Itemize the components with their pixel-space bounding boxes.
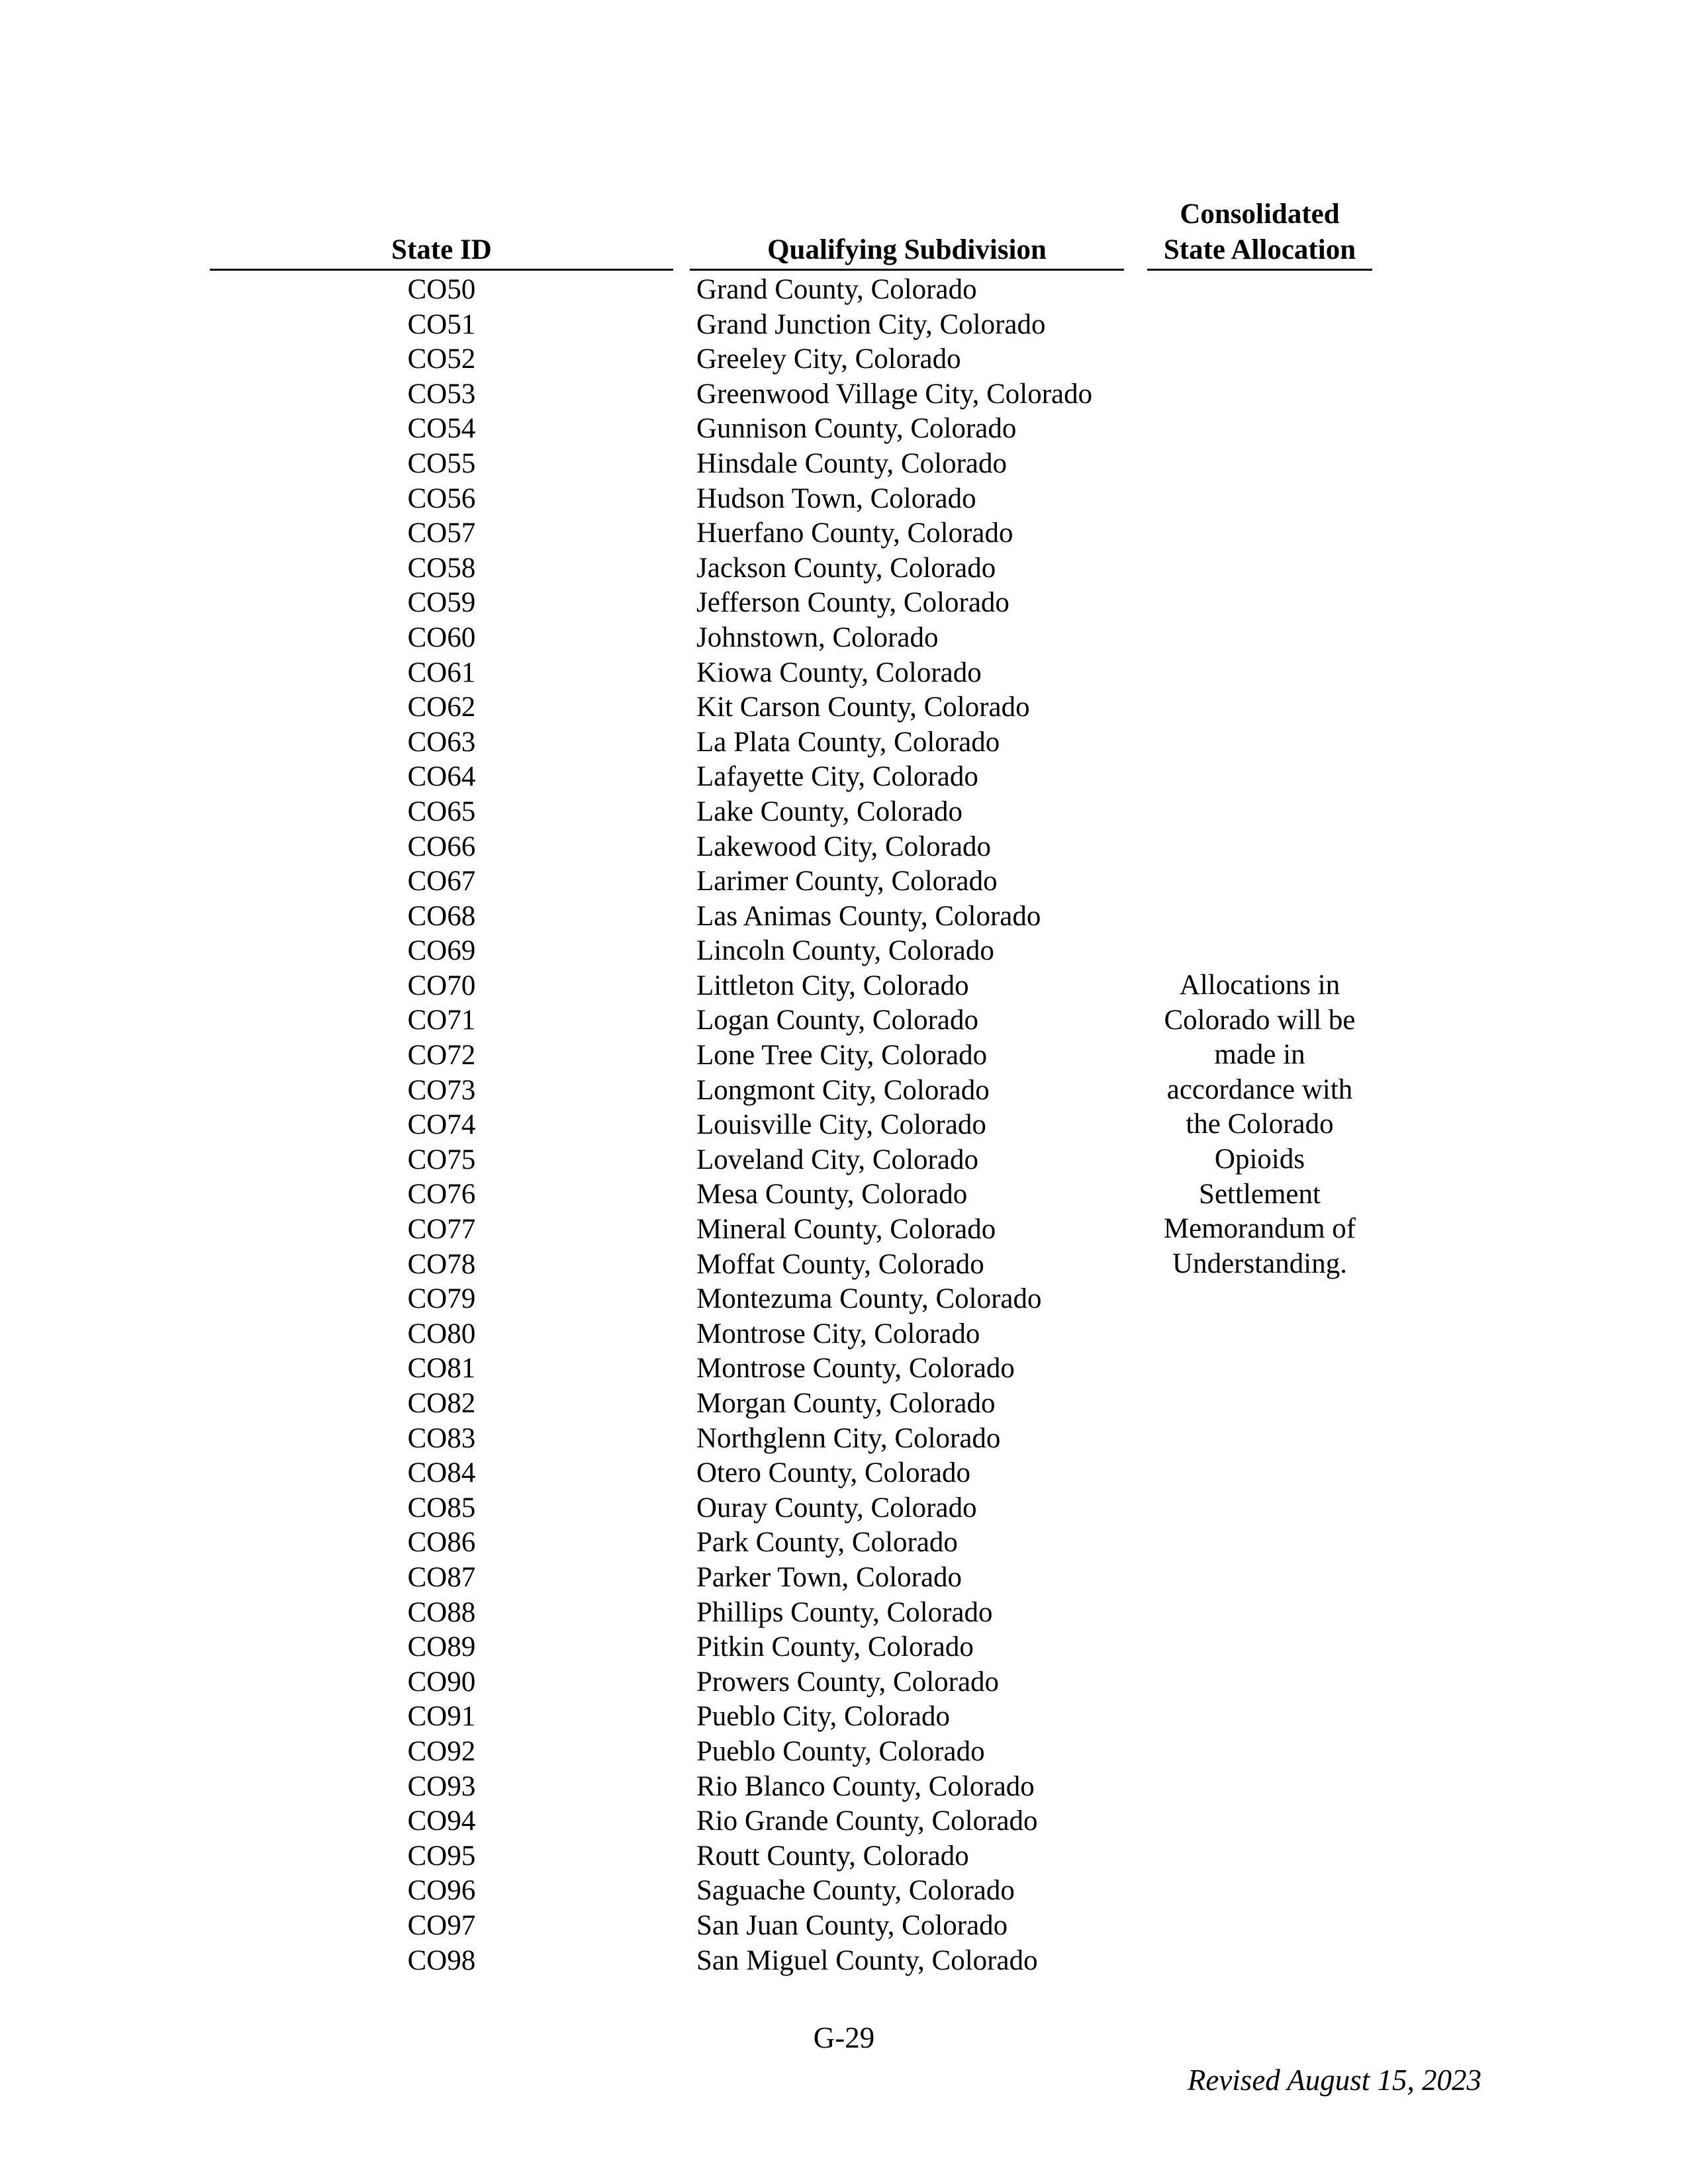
- allocation-note-line: Settlement: [1199, 1178, 1321, 1210]
- state-id-cell: CO85: [407, 1492, 476, 1524]
- header-allocation-line-1: Consolidated: [1180, 199, 1340, 230]
- revised-date: Revised August 15, 2023: [1187, 2064, 1481, 2097]
- state-id-cell: CO94: [407, 1805, 476, 1837]
- state-id-cell: CO78: [407, 1248, 476, 1280]
- header-rule-allocation: [1147, 269, 1372, 271]
- state-id-cell: CO73: [407, 1074, 476, 1106]
- subdivision-cell: Hinsdale County, Colorado: [696, 447, 1007, 479]
- state-id-cell: CO70: [407, 970, 476, 1001]
- subdivision-cell: Ouray County, Colorado: [696, 1492, 977, 1524]
- state-id-cell: CO82: [407, 1388, 476, 1419]
- subdivision-cell: La Plata County, Colorado: [696, 726, 1000, 758]
- subdivision-cell: Hudson Town, Colorado: [696, 482, 976, 514]
- subdivision-cell: Huerfano County, Colorado: [696, 518, 1013, 549]
- state-id-cell: CO96: [407, 1875, 476, 1907]
- state-id-cell: CO63: [407, 726, 476, 758]
- state-id-cell: CO88: [407, 1596, 476, 1628]
- state-id-cell: CO60: [407, 621, 476, 653]
- state-id-cell: CO66: [407, 831, 476, 862]
- state-id-cell: CO77: [407, 1214, 476, 1246]
- state-id-cell: CO67: [407, 866, 476, 897]
- state-id-cell: CO87: [407, 1561, 476, 1593]
- header-state-id: State ID: [391, 234, 492, 265]
- subdivision-cell: Park County, Colorado: [696, 1527, 958, 1559]
- allocation-note-line: accordance with: [1166, 1073, 1353, 1105]
- subdivision-cell: Greenwood Village City, Colorado: [696, 378, 1093, 410]
- subdivision-cell: Rio Blanco County, Colorado: [696, 1770, 1035, 1802]
- subdivision-cell: Jackson County, Colorado: [696, 552, 996, 584]
- subdivision-cell: Larimer County, Colorado: [696, 866, 998, 897]
- header-qualifying-subdivision: Qualifying Subdivision: [767, 234, 1047, 265]
- subdivision-cell: Longmont City, Colorado: [696, 1074, 990, 1106]
- subdivision-cell: Montrose County, Colorado: [696, 1353, 1015, 1385]
- state-id-cell: CO71: [407, 1005, 476, 1036]
- state-id-cell: CO53: [407, 378, 476, 410]
- state-id-cell: CO59: [407, 587, 476, 619]
- subdivision-cell: Montrose City, Colorado: [696, 1318, 980, 1349]
- state-id-cell: CO81: [407, 1353, 476, 1385]
- allocation-note-line: Memorandum of: [1163, 1213, 1356, 1245]
- allocation-note-line: Understanding.: [1172, 1248, 1347, 1279]
- subdivision-cell: Saguache County, Colorado: [696, 1875, 1015, 1907]
- page-number: G-29: [813, 2021, 875, 2054]
- state-id-cell: CO84: [407, 1457, 476, 1489]
- subdivision-cell: Parker Town, Colorado: [696, 1561, 962, 1593]
- state-id-cell: CO98: [407, 1944, 476, 1976]
- subdivision-cell: Kit Carson County, Colorado: [696, 692, 1030, 723]
- allocation-note-line: made in: [1214, 1039, 1305, 1071]
- subdivision-cell: Kiowa County, Colorado: [696, 657, 982, 688]
- allocation-note-line: Opioids: [1214, 1143, 1305, 1175]
- state-id-cell: CO93: [407, 1770, 476, 1802]
- state-id-cell: CO54: [407, 413, 476, 445]
- state-id-cell: CO75: [407, 1144, 476, 1175]
- state-id-cell: CO80: [407, 1318, 476, 1349]
- subdivision-cell: Jefferson County, Colorado: [696, 587, 1009, 619]
- subdivision-cell: Grand County, Colorado: [696, 274, 977, 305]
- state-id-cell: CO57: [407, 518, 476, 549]
- state-id-cell: CO69: [407, 935, 476, 967]
- subdivision-cell: Grand Junction City, Colorado: [696, 308, 1046, 340]
- subdivision-cell: Mesa County, Colorado: [696, 1179, 968, 1210]
- state-id-cell: CO92: [407, 1735, 476, 1767]
- state-id-cell: CO97: [407, 1909, 476, 1941]
- state-id-cell: CO55: [407, 447, 476, 479]
- state-id-cell: CO64: [407, 761, 476, 793]
- subdivision-cell: Lincoln County, Colorado: [696, 935, 994, 967]
- state-id-cell: CO72: [407, 1040, 476, 1071]
- state-id-cell: CO65: [407, 796, 476, 827]
- state-id-cell: CO91: [407, 1701, 476, 1733]
- subdivision-cell: San Juan County, Colorado: [696, 1909, 1008, 1941]
- subdivision-cell: Lafayette City, Colorado: [696, 761, 978, 793]
- allocation-note: [1147, 968, 1372, 1281]
- subdivision-cell: Greeley City, Colorado: [696, 343, 961, 375]
- allocation-note-line: the Colorado: [1186, 1109, 1334, 1140]
- state-id-cell: CO95: [407, 1840, 476, 1872]
- state-id-cell: CO83: [407, 1422, 476, 1454]
- header-consolidated-state-allocation: [1147, 197, 1372, 268]
- subdivision-cell: Pitkin County, Colorado: [696, 1631, 974, 1663]
- state-id-cell: CO90: [407, 1666, 476, 1698]
- state-id-cell: CO52: [407, 343, 476, 375]
- subdivision-cell: Gunnison County, Colorado: [696, 413, 1017, 445]
- qualifying-subdivision-column: [696, 273, 1147, 1978]
- state-id-cell: CO56: [407, 482, 476, 514]
- subdivision-cell: Phillips County, Colorado: [696, 1596, 993, 1628]
- state-id-cell: CO86: [407, 1527, 476, 1559]
- state-id-cell: CO58: [407, 552, 476, 584]
- subdivision-cell: Pueblo County, Colorado: [696, 1735, 985, 1767]
- allocation-note-line: Colorado will be: [1164, 1004, 1356, 1036]
- state-id-column: [210, 273, 673, 1978]
- state-id-cell: CO79: [407, 1283, 476, 1315]
- state-id-cell: CO68: [407, 900, 476, 932]
- subdivision-cell: Louisville City, Colorado: [696, 1109, 986, 1141]
- subdivision-cell: Pueblo City, Colorado: [696, 1701, 951, 1733]
- subdivision-cell: Mineral County, Colorado: [696, 1214, 996, 1246]
- subdivision-cell: Loveland City, Colorado: [696, 1144, 978, 1175]
- subdivision-cell: Montezuma County, Colorado: [696, 1283, 1042, 1315]
- subdivision-cell: Morgan County, Colorado: [696, 1388, 996, 1419]
- subdivision-cell: Prowers County, Colorado: [696, 1666, 1000, 1698]
- header-allocation-line-2: State Allocation: [1163, 234, 1356, 265]
- header-rule-subdivision: [690, 269, 1124, 271]
- state-id-cell: CO62: [407, 692, 476, 723]
- subdivision-cell: Rio Grande County, Colorado: [696, 1805, 1038, 1837]
- subdivision-cell: Lone Tree City, Colorado: [696, 1040, 988, 1071]
- subdivision-cell: Las Animas County, Colorado: [696, 900, 1041, 932]
- state-id-cell: CO74: [407, 1109, 476, 1141]
- subdivision-cell: Moffat County, Colorado: [696, 1248, 984, 1280]
- subdivision-cell: Routt County, Colorado: [696, 1840, 969, 1872]
- state-id-cell: CO89: [407, 1631, 476, 1663]
- state-id-cell: CO51: [407, 308, 476, 340]
- subdivision-cell: Littleton City, Colorado: [696, 970, 969, 1001]
- state-id-cell: CO61: [407, 657, 476, 688]
- state-id-cell: CO76: [407, 1179, 476, 1210]
- subdivision-cell: Logan County, Colorado: [696, 1005, 978, 1036]
- subdivision-cell: Lake County, Colorado: [696, 796, 963, 827]
- subdivision-cell: San Miguel County, Colorado: [696, 1944, 1038, 1976]
- subdivision-cell: Otero County, Colorado: [696, 1457, 971, 1489]
- subdivision-cell: Johnstown, Colorado: [696, 621, 939, 653]
- subdivision-cell: Lakewood City, Colorado: [696, 831, 992, 862]
- subdivision-cell: Northglenn City, Colorado: [696, 1422, 1001, 1454]
- state-id-cell: CO50: [407, 274, 476, 305]
- allocation-note-line: Allocations in: [1179, 970, 1340, 1001]
- header-rule-state-id: [210, 269, 673, 271]
